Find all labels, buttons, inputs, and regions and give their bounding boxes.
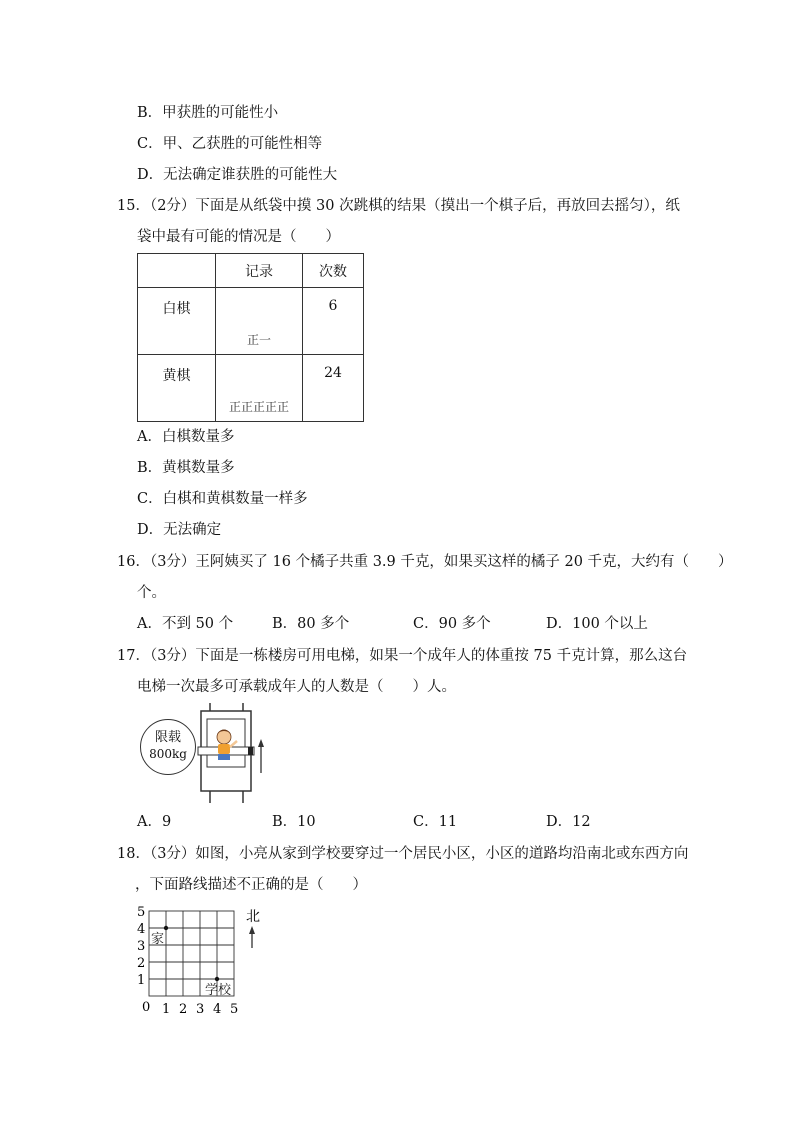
- q15-option-a: A．白棋数量多: [137, 429, 235, 445]
- row-name-white: 白棋: [138, 288, 216, 355]
- q16-option-c: C．90 多个: [413, 616, 491, 632]
- q14-option-c: C．甲、乙获胜的可能性相等: [137, 136, 323, 152]
- tally-white: 正一: [246, 333, 271, 347]
- q15-stem-line1: 15．（2分）下面是从纸袋中摸 30 次跳棋的结果（摸出一个棋子后，再放回去摇匀），纸: [117, 198, 680, 214]
- row-name-yellow: 黄棋: [138, 355, 216, 422]
- school-point: [215, 977, 219, 981]
- y-tick-3: 3: [137, 939, 146, 954]
- q16-option-a: A．不到 50 个: [137, 616, 234, 632]
- q14-option-b: B．甲获胜的可能性小: [137, 105, 279, 121]
- q18-stem-line1: 18．（3分）如图，小亮从家到学校要穿过一个居民小区，小区的道路均沿南北或东西方向: [117, 846, 689, 862]
- coordinate-grid: [134, 904, 274, 1019]
- q16-option-b: B．80 多个: [272, 616, 350, 632]
- q15-record-table: [137, 253, 364, 422]
- home-label: 家: [151, 932, 165, 947]
- elevator-illustration: [196, 703, 276, 805]
- home-point: [164, 926, 168, 930]
- q17-option-c: C．11: [413, 814, 458, 830]
- q16-option-d: D．100 个以上: [546, 616, 648, 632]
- count-yellow: 24: [303, 355, 364, 422]
- sign-line1: 限载: [154, 730, 181, 745]
- count-white: 6: [303, 288, 364, 355]
- q15-option-c: C．白棋和黄棋数量一样多: [137, 491, 308, 507]
- q17-stem-line1: 17．（3分）下面是一栋楼房可用电梯，如果一个成年人的体重按 75 千克计算，那么这台: [117, 648, 688, 664]
- load-limit-sign: [140, 719, 196, 775]
- x-tick-2: 2: [179, 1002, 188, 1017]
- y-tick-5: 5: [137, 905, 146, 920]
- q15-stem-line2: 袋中最有可能的情况是（ ）: [137, 229, 340, 245]
- north-label: 北: [246, 909, 260, 925]
- q18-stem-line2: ，下面路线描述不正确的是（ ）: [135, 877, 367, 893]
- table-row-white: [138, 288, 364, 355]
- table-header-record: 记录: [216, 254, 303, 288]
- table-header-empty: [138, 254, 216, 288]
- x-tick-1: 1: [162, 1002, 171, 1017]
- y-tick-4: 4: [137, 922, 146, 937]
- q15-option-b: B．黄棋数量多: [137, 460, 235, 476]
- y-tick-2: 2: [137, 956, 146, 971]
- table-row-yellow: [138, 355, 364, 422]
- q17-option-a: A．9: [137, 814, 172, 830]
- tally-yellow: 正正正正正: [228, 400, 289, 414]
- q17-stem-line2: 电梯一次最多可承载成年人的人数是（ ）人。: [137, 679, 456, 695]
- x-tick-4: 4: [213, 1002, 222, 1017]
- q17-option-d: D．12: [546, 814, 591, 830]
- x-tick-3: 3: [196, 1002, 205, 1017]
- y-tick-1: 1: [137, 973, 146, 988]
- table-header-count: 次数: [303, 254, 364, 288]
- q15-option-d: D．无法确定: [137, 522, 222, 538]
- sign-line2: 800kg: [149, 747, 187, 761]
- x-tick-0: 0: [142, 1000, 151, 1015]
- q16-stem-line2: 个。: [137, 585, 166, 601]
- school-label: 学校: [205, 983, 232, 998]
- q14-option-d: D．无法确定谁获胜的可能性大: [137, 167, 338, 183]
- x-tick-5: 5: [230, 1002, 239, 1017]
- q17-option-b: B．10: [272, 814, 316, 830]
- q16-stem-line1: 16．（3分）王阿姨买了 16 个橘子共重 3.9 千克，如果买这样的橘子 20 千克，大约有（ ）: [117, 554, 733, 570]
